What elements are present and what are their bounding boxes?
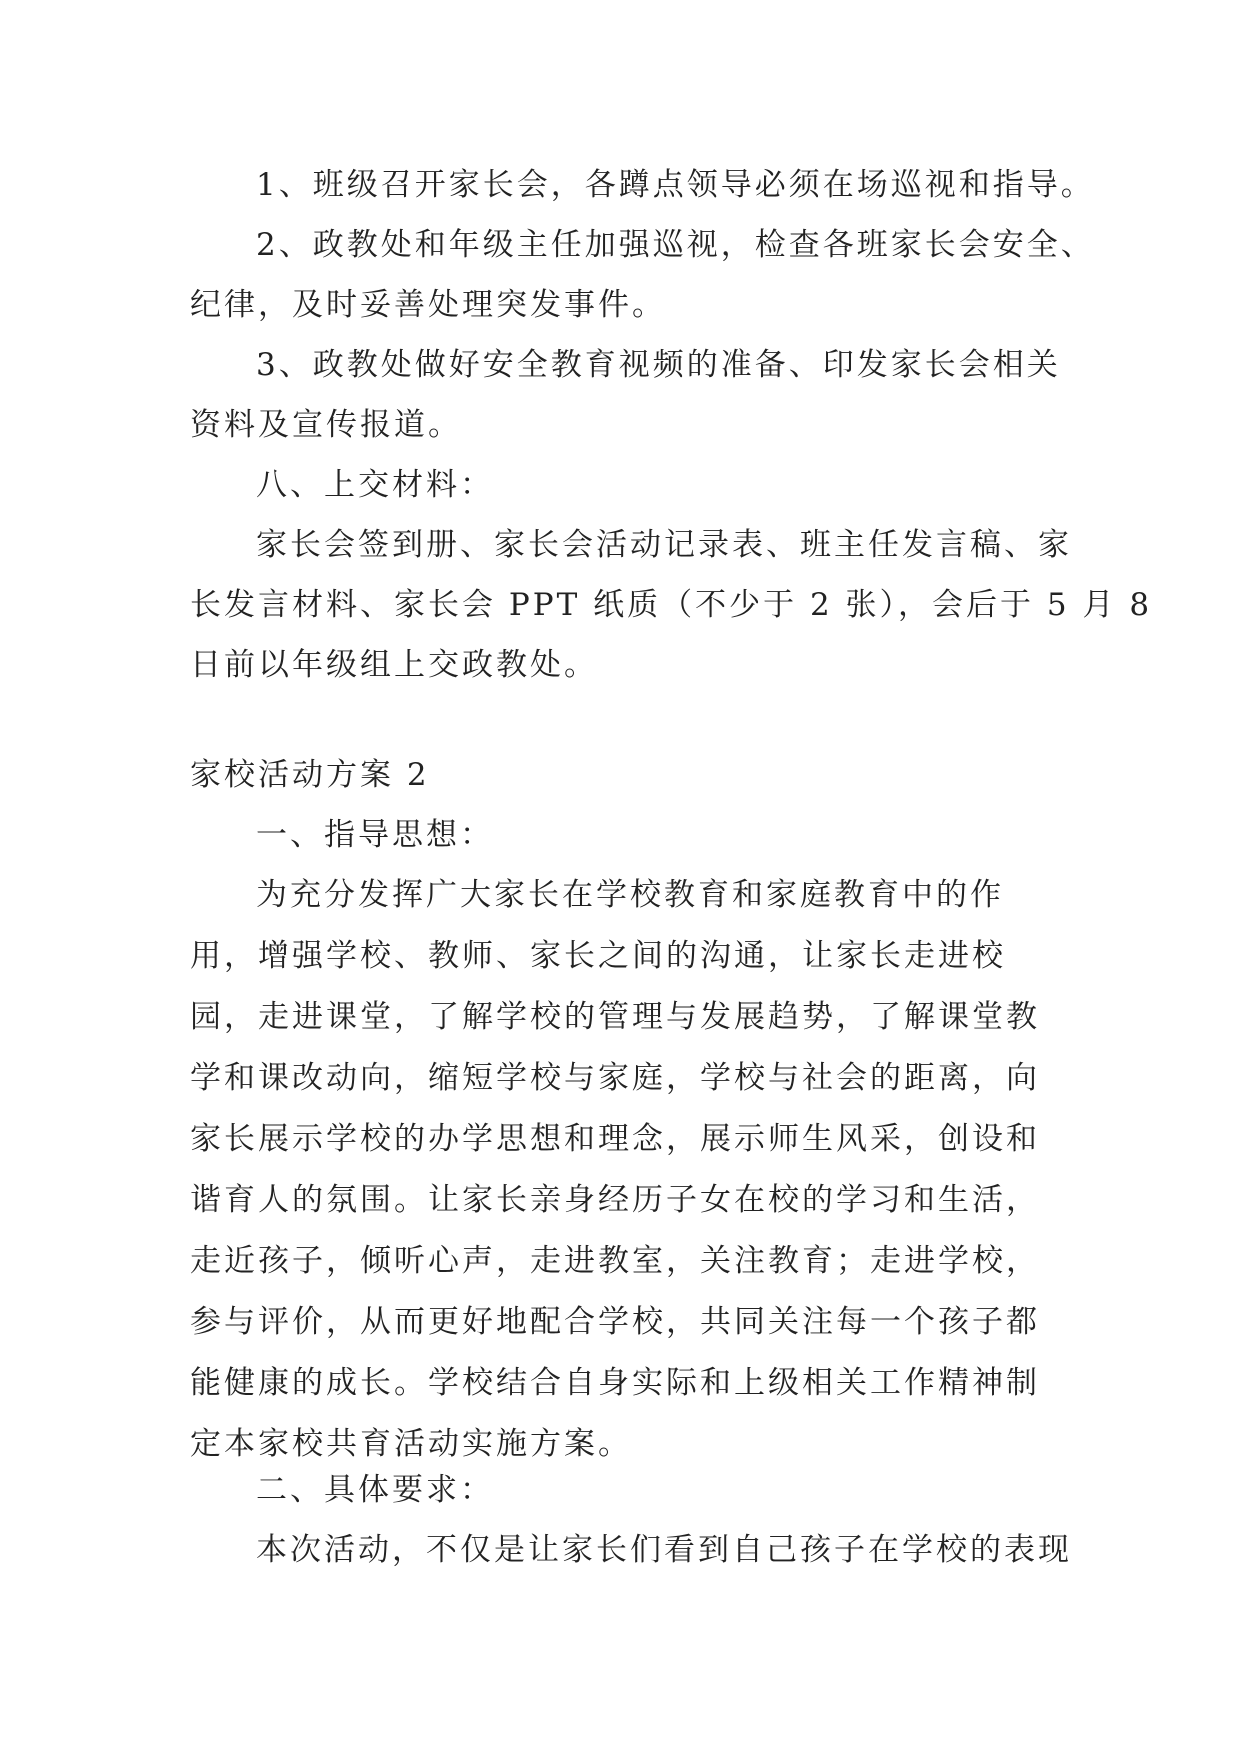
- paragraph-item-3-line-2: 资料及宣传报道。: [190, 407, 462, 443]
- paragraph-item-3-line-1: 3、政教处做好安全教育视频的准备、印发家长会相关: [256, 347, 1061, 383]
- paragraph-materials-line-3: 日前以年级组上交政教处。: [190, 647, 598, 683]
- paragraph-item-2-line-1: 2、政教处和年级主任加强巡视，检查各班家长会安全、: [256, 227, 1095, 263]
- paragraph-requirements: 本次活动，不仅是让家长们看到自己孩子在学校的表现: [256, 1532, 1072, 1568]
- paragraph-item-1: 1、班级召开家长会，各蹲点领导必须在场巡视和指导。: [256, 167, 1095, 203]
- section-title: 家校活动方案 2: [190, 757, 430, 793]
- paragraph-materials-line-2: 长发言材料、家长会 PPT 纸质（不少于 2 张），会后于 5 月 8: [190, 587, 1153, 623]
- paragraph-materials-line-1: 家长会签到册、家长会活动记录表、班主任发言稿、家: [256, 527, 1072, 563]
- paragraph-item-2-line-2: 纪律，及时妥善处理突发事件。: [190, 287, 666, 323]
- heading-specific-requirements: 二、具体要求：: [256, 1472, 494, 1508]
- heading-submit-materials: 八、上交材料：: [256, 467, 494, 503]
- heading-guiding-ideology: 一、指导思想：: [256, 817, 494, 853]
- paragraph-guiding-ideology: 为充分发挥广大家长在学校教育和家庭教育中的作用，增强学校、教师、家长之间的沟通，让家长走进校园，走进课堂，了解学校的管理与发展趋势，了解课堂教学和课改动向，缩短学校与家庭，学校与社会的距离，向家长展示学校的办学思想和理念，展示师生风采，创设和谐育人的氛围。让家长亲身经历子女在校的学习和生活，走近孩子，倾听心声，走进教室，关注教育；走进学校，参与评价，从而更好地配合学校，共同关注每一个孩子都能健康的成长。学校结合自身实际和上级相关工作精神制定本家校共育活动实施方案。: [190, 877, 1040, 1462]
